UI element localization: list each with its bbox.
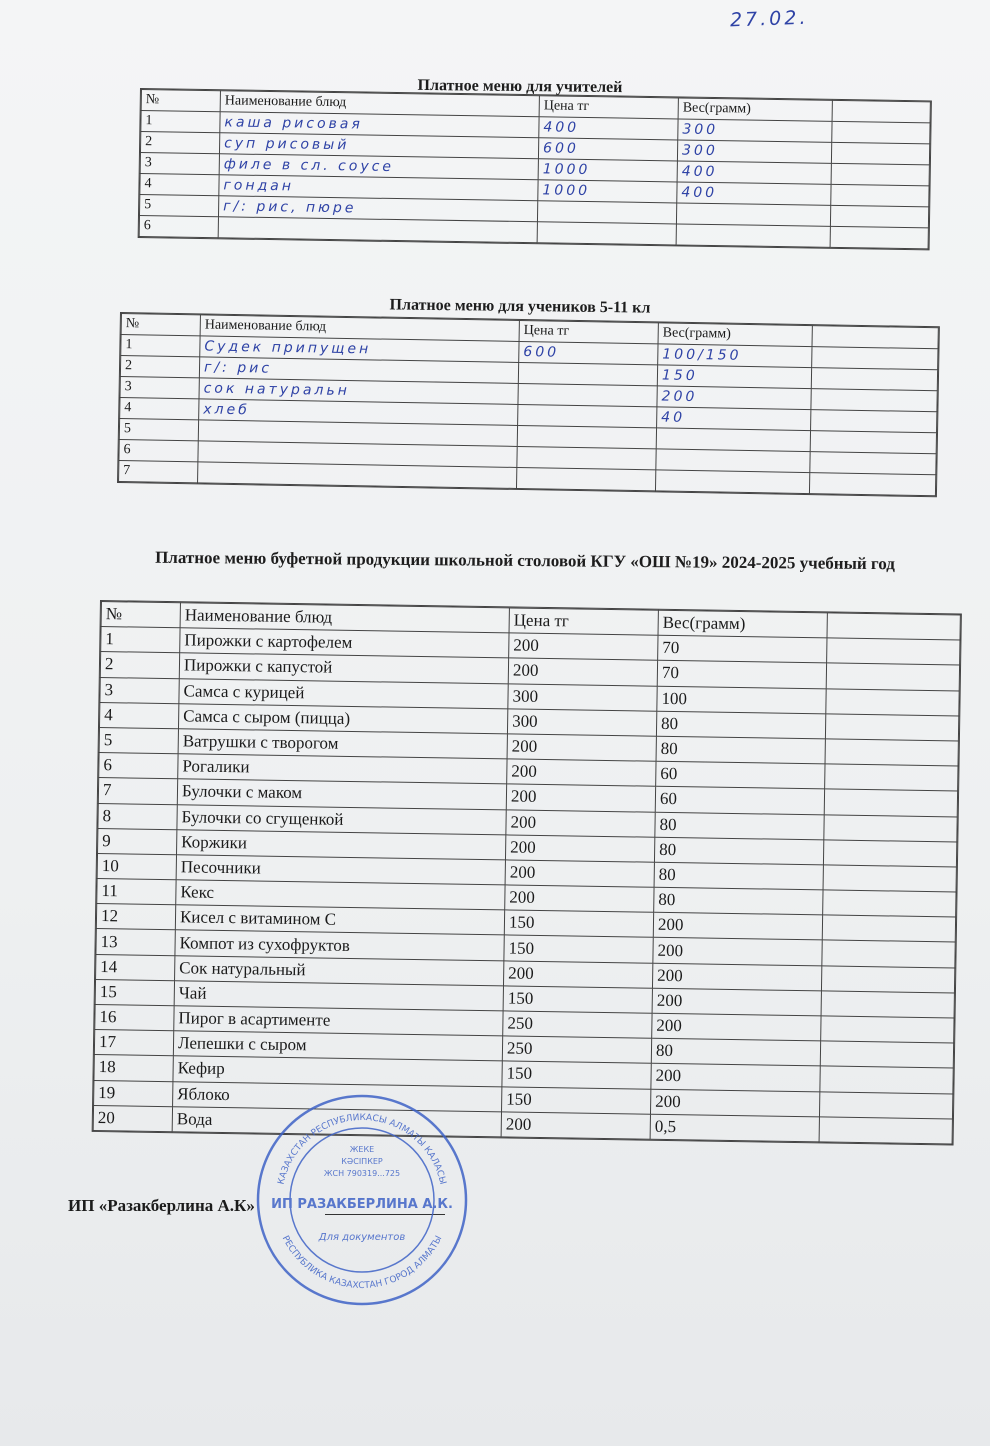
- row-number-cell: 2: [100, 652, 179, 678]
- table-cell: [821, 1016, 954, 1043]
- table-cell: гондан: [219, 175, 538, 201]
- row-number-cell: 10: [97, 853, 176, 879]
- table-cell: Кекс: [176, 880, 505, 910]
- table-cell: каша рисовая: [220, 112, 539, 138]
- table-cell: [832, 121, 930, 144]
- table-header-cell: Цена тг: [539, 96, 678, 119]
- table-cell: 300: [677, 140, 831, 163]
- table-cell: [811, 389, 937, 412]
- row-number-cell: 19: [94, 1080, 173, 1106]
- table-cell: 200: [506, 809, 655, 837]
- row-number-cell: 20: [93, 1105, 172, 1131]
- table-cell: [821, 966, 954, 993]
- table-cell: 1000: [538, 180, 677, 203]
- official-stamp: [252, 1090, 472, 1310]
- table-cell: 300: [507, 709, 656, 737]
- table-cell: Лепешки с сыром: [173, 1031, 502, 1061]
- stamp-docs: Для документов: [318, 1232, 406, 1243]
- table-cell: 60: [656, 761, 825, 789]
- table-header-cell: №: [141, 90, 220, 112]
- row-number-cell: 14: [96, 954, 175, 980]
- row-number-cell: 7: [119, 461, 198, 483]
- students-menu-table: [117, 312, 940, 497]
- table-cell: 80: [654, 862, 823, 890]
- stamp-line-3: ЖСН 790319...725: [323, 1169, 401, 1178]
- row-number-cell: 6: [119, 440, 198, 462]
- table-cell: 150: [503, 986, 652, 1014]
- table-cell: [822, 915, 955, 942]
- table-cell: [517, 446, 656, 469]
- table-header-cell: Вес(грамм): [658, 610, 827, 638]
- table-header-cell: [832, 100, 930, 123]
- table-cell: 80: [655, 812, 824, 840]
- table-cell: 150: [657, 365, 811, 389]
- row-number-cell: 8: [98, 803, 177, 829]
- table-header-cell: Наименование блюд: [180, 603, 509, 633]
- table-cell: [517, 425, 656, 448]
- row-number-cell: 18: [94, 1055, 173, 1081]
- row-number-cell: 11: [97, 879, 176, 905]
- table-cell: г/: рис, пюре: [218, 196, 537, 222]
- table-cell: [831, 184, 929, 207]
- table-cell: 150: [502, 1061, 651, 1089]
- table-cell: [823, 865, 956, 892]
- table-cell: сок натуральн: [199, 378, 518, 405]
- buffet-menu-title: Платное меню буфетной продукции школьной столовой КГУ «ОШ №19» 2024-2025 учебный год: [155, 547, 895, 574]
- table-header-cell: Наименование блюд: [200, 315, 519, 342]
- table-cell: [516, 467, 655, 490]
- table-cell: Рогалики: [178, 754, 507, 784]
- stamp-line-2: КӘСІПКЕР: [341, 1157, 383, 1166]
- table-cell: Песочники: [176, 855, 505, 885]
- row-number-cell: 2: [140, 132, 219, 154]
- table-cell: Ватрушки с творогом: [178, 729, 507, 759]
- table-cell: [218, 217, 537, 243]
- table-cell: [656, 428, 810, 452]
- table-cell: 200: [501, 1112, 650, 1140]
- table-header-cell: Цена тг: [509, 608, 658, 636]
- table-cell: [825, 714, 958, 741]
- row-number-cell: 4: [120, 398, 199, 420]
- row-number-cell: 3: [140, 153, 219, 175]
- table-cell: Пирог в асартименте: [174, 1006, 503, 1036]
- table-cell: г/: рис: [199, 357, 518, 384]
- row-number-cell: 6: [139, 216, 218, 238]
- signature-label: ИП «Разакберлина А.К»: [68, 1196, 255, 1215]
- table-cell: хлеб: [199, 399, 518, 426]
- row-number-cell: 4: [99, 702, 178, 728]
- row-number-cell: 13: [96, 929, 175, 955]
- table-cell: 150: [504, 910, 653, 938]
- table-cell: 200: [505, 835, 654, 863]
- table-cell: 200: [653, 912, 822, 940]
- table-cell: 200: [652, 988, 821, 1016]
- table-cell: [820, 1066, 953, 1093]
- table-cell: 40: [657, 407, 811, 431]
- table-header-cell: Вес(грамм): [678, 98, 832, 121]
- table-cell: 200: [509, 633, 658, 661]
- table-cell: 70: [657, 661, 826, 689]
- table-cell: 80: [656, 736, 825, 764]
- table-cell: филе в сл. соусе: [219, 154, 538, 180]
- table-cell: 200: [652, 1013, 821, 1041]
- table-cell: 400: [539, 117, 678, 140]
- table-cell: [676, 203, 830, 226]
- table-cell: 70: [658, 635, 827, 663]
- table-cell: Пирожки с капустой: [179, 653, 508, 683]
- table-cell: 100: [657, 686, 826, 714]
- table-cell: [822, 940, 955, 967]
- row-number-cell: 1: [121, 335, 200, 357]
- row-number-cell: 5: [119, 419, 198, 441]
- row-number-cell: 4: [140, 174, 219, 196]
- row-number-cell: 2: [120, 356, 199, 378]
- row-number-cell: 3: [100, 677, 179, 703]
- row-number-cell: 5: [139, 195, 218, 217]
- table-cell: 200: [505, 860, 654, 888]
- table-cell: 150: [504, 935, 653, 963]
- table-cell: 200: [652, 963, 821, 991]
- table-cell: [831, 142, 929, 165]
- table-cell: [819, 1117, 952, 1144]
- row-number-cell: 9: [98, 828, 177, 854]
- row-number-cell: 1: [101, 627, 180, 653]
- buffet-menu-table: [92, 600, 962, 1145]
- table-cell: [825, 739, 958, 766]
- row-number-cell: 17: [94, 1030, 173, 1056]
- table-cell: 600: [519, 341, 658, 364]
- row-number-cell: 15: [95, 979, 174, 1005]
- table-cell: 200: [503, 961, 652, 989]
- table-header-cell: [812, 326, 938, 349]
- table-cell: 80: [654, 837, 823, 865]
- table-cell: [824, 814, 957, 841]
- table-cell: 200: [506, 784, 655, 812]
- table-cell: 250: [503, 1011, 652, 1039]
- table-cell: Вода: [172, 1106, 501, 1136]
- table-header-cell: №: [101, 602, 180, 628]
- table-cell: 300: [508, 683, 657, 711]
- table-header-cell: Цена тг: [519, 320, 658, 343]
- table-cell: 200: [507, 759, 656, 787]
- table-cell: Коржики: [177, 829, 506, 859]
- table-cell: [676, 224, 830, 247]
- table-cell: [518, 404, 657, 427]
- row-number-cell: 7: [98, 778, 177, 804]
- table-cell: 600: [538, 138, 677, 161]
- table-cell: Кефир: [173, 1056, 502, 1086]
- table-cell: [518, 383, 657, 406]
- stamp-name: ИП РАЗАКБЕРЛИНА А.К.: [271, 1197, 453, 1212]
- table-cell: [821, 991, 954, 1018]
- table-cell: Судек припущен: [200, 336, 519, 363]
- students-menu-title: Платное меню для учеников 5-11 кл: [389, 296, 651, 317]
- table-cell: Булочки с маком: [177, 779, 506, 809]
- stamp-arc-top: КАЗАХСТАН РЕСПУБЛИКАСЫ АЛМАТЫ КАЛАСЫ: [276, 1112, 448, 1186]
- table-cell: [655, 470, 809, 494]
- table-cell: 1000: [538, 159, 677, 182]
- row-number-cell: 1: [141, 111, 220, 133]
- table-cell: [809, 473, 935, 496]
- table-cell: [830, 205, 928, 228]
- table-cell: [825, 764, 958, 791]
- table-cell: Яблоко: [173, 1081, 502, 1111]
- teachers-menu-title: Платное меню для учителей: [417, 76, 623, 97]
- table-cell: 300: [678, 119, 832, 142]
- table-cell: [823, 890, 956, 917]
- row-number-cell: 6: [99, 753, 178, 779]
- table-cell: 200: [505, 885, 654, 913]
- table-cell: 250: [502, 1036, 651, 1064]
- table-cell: [810, 431, 936, 454]
- table-cell: [810, 452, 936, 475]
- table-cell: суп рисовый: [219, 133, 538, 159]
- row-number-cell: 16: [95, 1004, 174, 1030]
- table-cell: 80: [656, 711, 825, 739]
- handwritten-date: 27.02.: [729, 6, 809, 32]
- table-cell: [819, 1091, 952, 1118]
- table-cell: 80: [654, 887, 823, 915]
- table-cell: [831, 163, 929, 186]
- table-cell: [824, 789, 957, 816]
- table-header-cell: Вес(грамм): [658, 323, 812, 347]
- stamp-arc-bottom: РЕСПУБЛИКА КАЗАХСТАН ГОРОД АЛМАТЫ: [279, 1234, 445, 1292]
- table-cell: [827, 638, 960, 665]
- table-header-cell: [827, 613, 960, 640]
- table-cell: [198, 462, 517, 489]
- table-cell: Пирожки с картофелем: [180, 628, 509, 658]
- table-cell: [826, 663, 959, 690]
- table-cell: [830, 226, 928, 249]
- table-cell: [820, 1041, 953, 1068]
- table-cell: [518, 362, 657, 385]
- table-cell: Сок натуральный: [175, 955, 504, 985]
- row-number-cell: 3: [120, 377, 199, 399]
- table-cell: Булочки со сгущенкой: [177, 804, 506, 834]
- row-number-cell: 12: [96, 904, 175, 930]
- table-header-cell: Наименование блюд: [220, 91, 539, 117]
- table-cell: 200: [653, 938, 822, 966]
- table-cell: 80: [651, 1038, 820, 1066]
- table-cell: [823, 840, 956, 867]
- teachers-menu-table: [138, 88, 932, 250]
- table-cell: [811, 368, 937, 391]
- table-cell: [537, 201, 676, 224]
- table-cell: [537, 222, 676, 245]
- table-cell: 60: [655, 787, 824, 815]
- table-cell: 200: [508, 658, 657, 686]
- table-cell: 200: [651, 1064, 820, 1092]
- table-header-cell: №: [121, 314, 200, 336]
- table-cell: 200: [650, 1089, 819, 1117]
- table-cell: [656, 449, 810, 473]
- stamp-line-1: ЖЕКЕ: [349, 1145, 375, 1154]
- table-cell: 150: [502, 1086, 651, 1114]
- row-number-cell: 5: [99, 727, 178, 753]
- table-cell: 200: [657, 386, 811, 410]
- table-cell: Самса с сыром (пицца): [178, 704, 507, 734]
- table-cell: 400: [677, 161, 831, 184]
- table-cell: Самса с курицей: [179, 678, 508, 708]
- table-cell: [811, 410, 937, 433]
- table-cell: 100/150: [658, 344, 812, 368]
- table-cell: 0,5: [650, 1114, 819, 1142]
- table-cell: [826, 688, 959, 715]
- table-cell: Кисел с витамином С: [175, 905, 504, 935]
- table-cell: 400: [677, 182, 831, 205]
- table-cell: Компот из сухофруктов: [175, 930, 504, 960]
- table-cell: [812, 347, 938, 370]
- table-cell: 200: [507, 734, 656, 762]
- table-cell: Чай: [174, 981, 503, 1011]
